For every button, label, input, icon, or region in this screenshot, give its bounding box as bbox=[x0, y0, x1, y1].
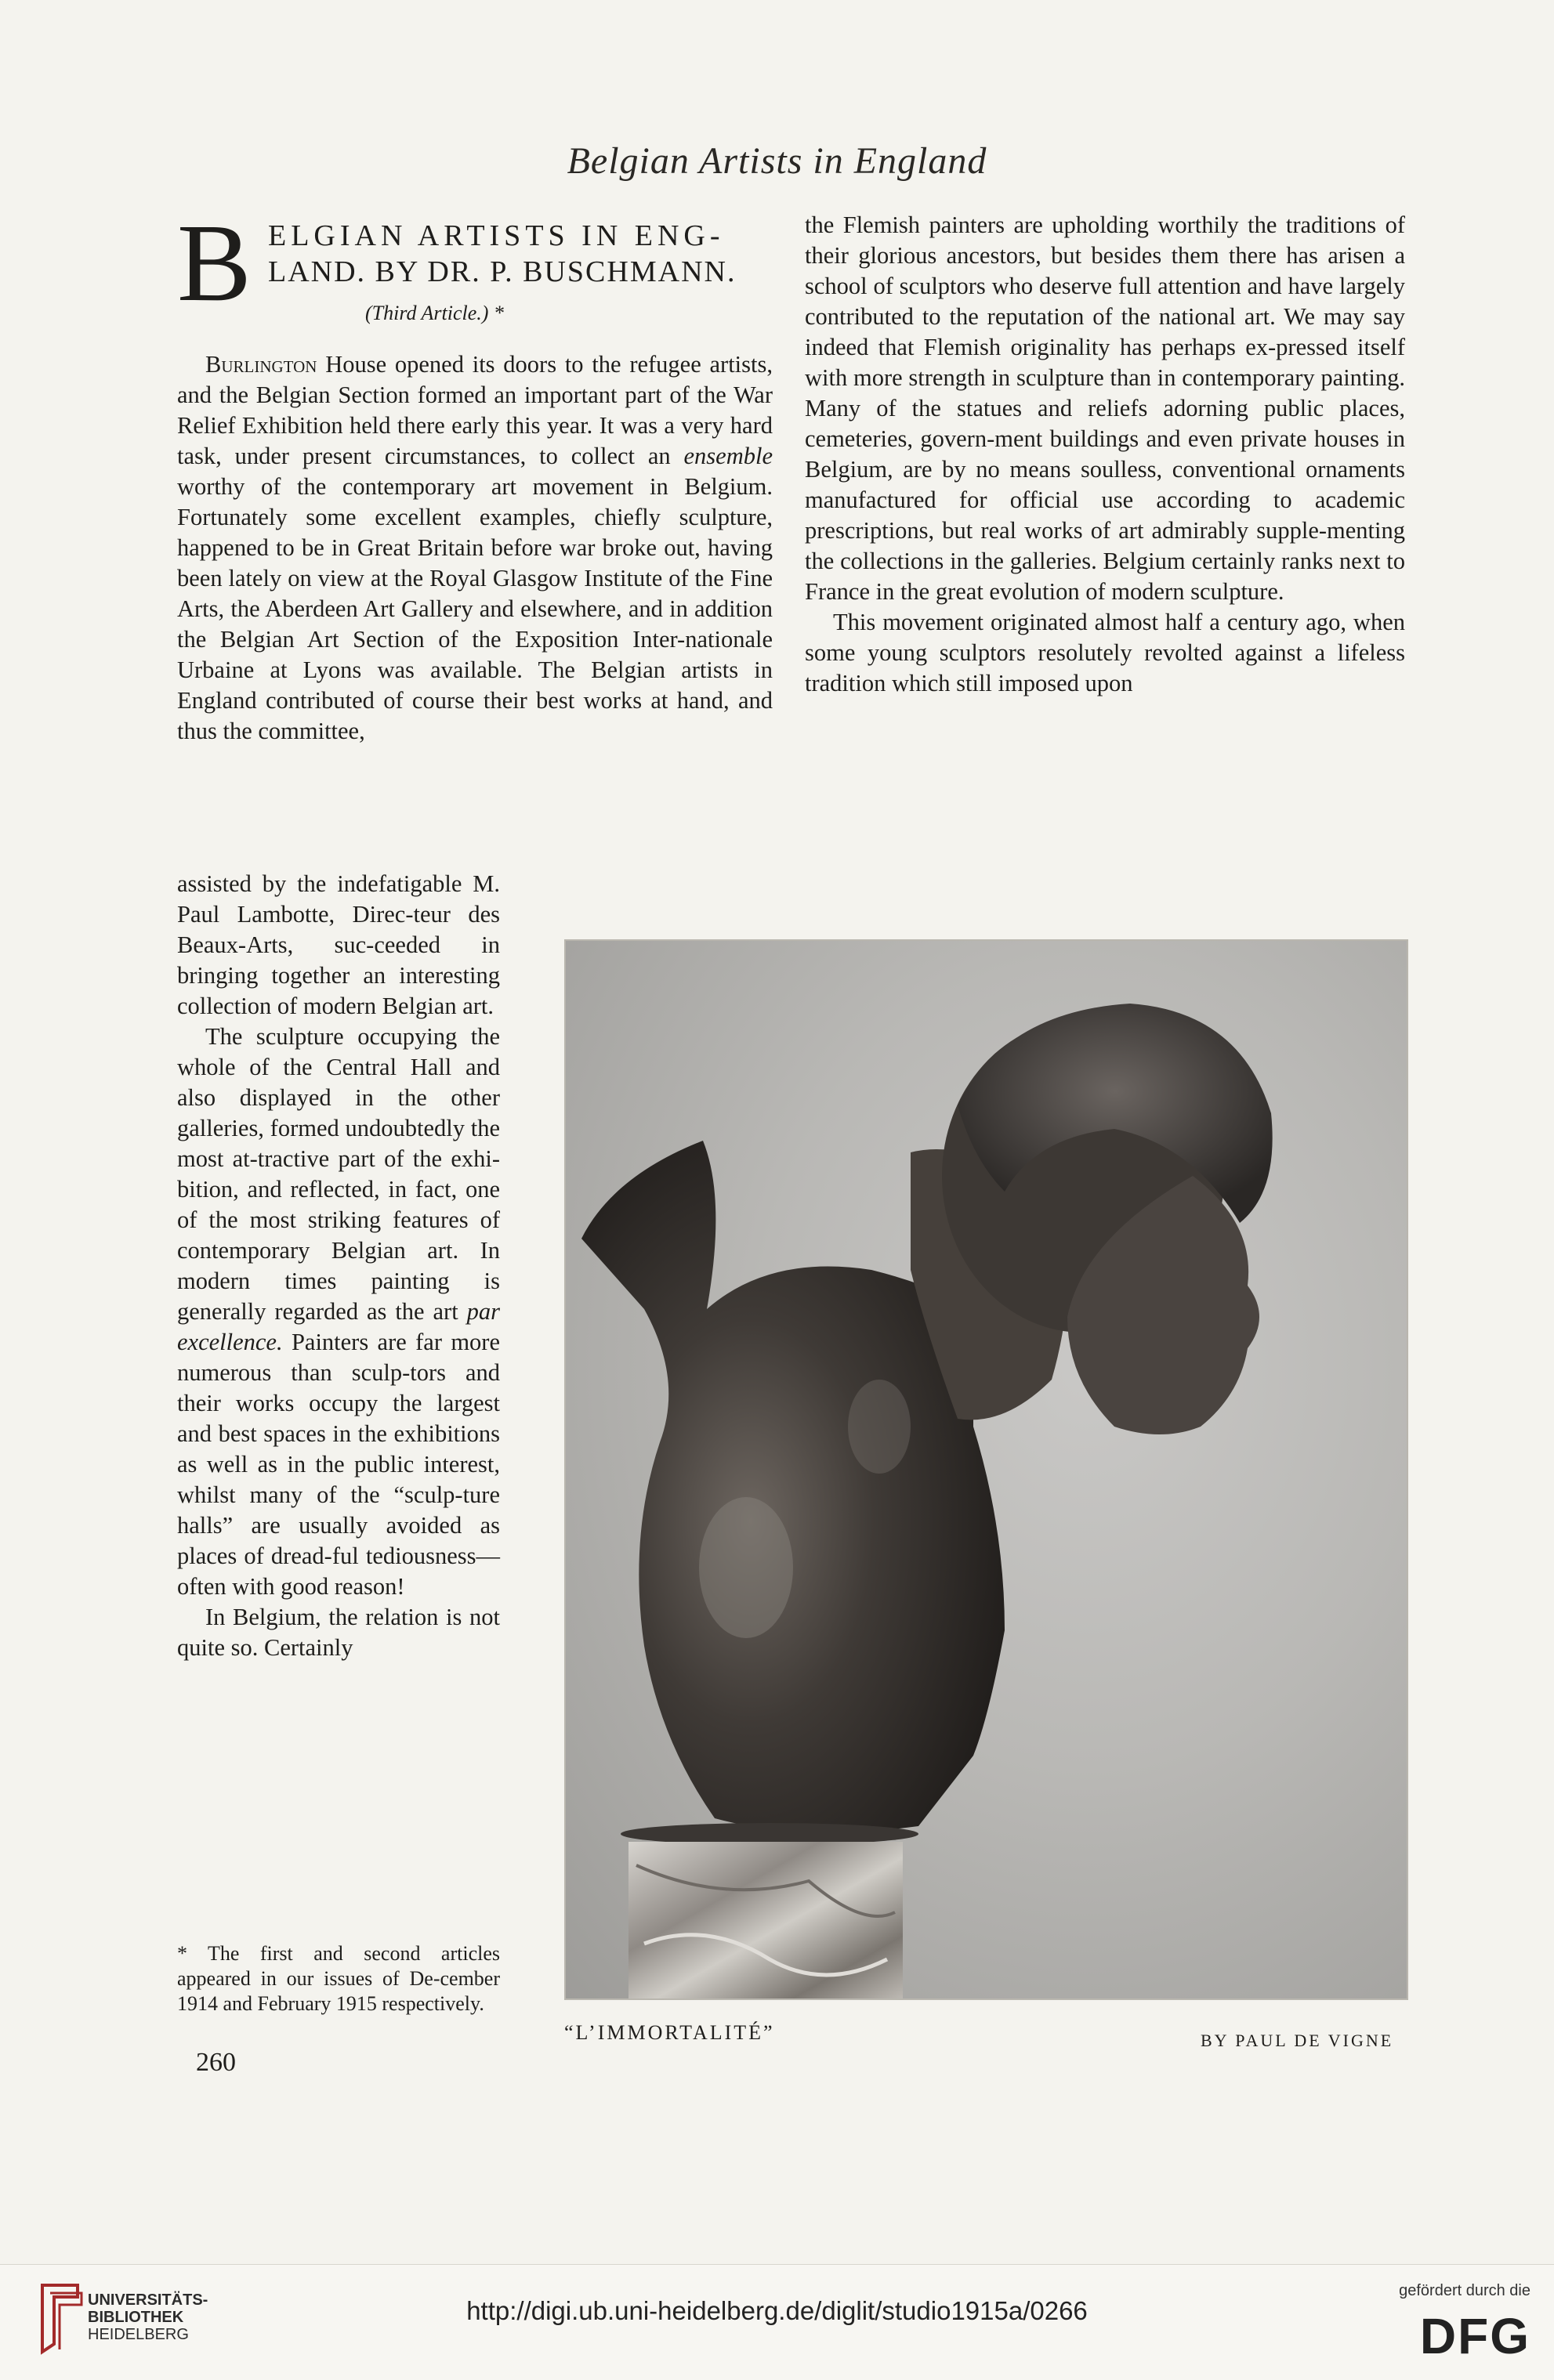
sculpture-photograph bbox=[564, 939, 1408, 2000]
paragraph-movement: This movement originated almost half a century ago, when some young sculptors resolutely revolted against a lifeless tradition which still imposed upon bbox=[805, 609, 1405, 696]
paragraph-text: The sculpture occupying the whole of the Central Hall and also displayed in the other galleries, formed undoubtedly the most at-tractive part of the exhi-bition, and reflected, in fact, one of the most striking features of contemporary Belgian art. In modern times painting is generally regarded as the art bbox=[177, 1023, 500, 1325]
article-right-column bbox=[805, 210, 1405, 699]
paragraph-text: House opened its doors to the refugee artists, and the Belgian Section formed an important part of the War Relief Exhibition held there early this year. It was a very hard task, under present circumstances, to collect an bbox=[177, 351, 773, 469]
figure-caption-artist: BY PAUL DE VIGNE bbox=[1201, 2031, 1394, 2050]
paragraph-lead-word: Burlington bbox=[205, 351, 317, 378]
drop-cap: B bbox=[177, 201, 252, 324]
library-line-2: BIBLIOTHEK bbox=[88, 2309, 184, 2326]
paragraph-text: worthy of the contemporary art movement in Belgium. Fortunately some excellent examples, chiefly sculpture, happened to be in Great Britain before war broke out, having been lately on view at the Royal Glasgow Institute of the Fine Arts, the Aberdeen Art Gallery and elsewhere, and in addition the Belgian Art Section of the Exposition Inter-nationale Urbaine at Lyons was available. The Belgian artists in England contributed of course their best works at hand, and thus the committee, bbox=[177, 473, 773, 744]
library-line-1: UNIVERSITÄTS- bbox=[88, 2291, 208, 2309]
dfg-logo: DFG bbox=[1419, 2308, 1530, 2364]
italic-term: par excellence. bbox=[177, 1298, 500, 1355]
running-head: Belgian Artists in England bbox=[567, 140, 987, 182]
digitization-footer bbox=[0, 2264, 1554, 2380]
italic-term: ensemble bbox=[683, 443, 773, 469]
article-left-column bbox=[177, 201, 773, 747]
paragraph-continued: assisted by the indefatigable M. Paul Lambotte, Direc-teur des Beaux-Arts, suc-ceeded in bringing together an interesting collection of modern Belgian art. bbox=[177, 870, 500, 1019]
paragraph-sculpture bbox=[177, 1022, 500, 1602]
library-line-3: HEIDELBERG bbox=[88, 2326, 189, 2343]
article-narrow-column bbox=[177, 869, 500, 1663]
footnote: * The first and second articles appeared in our issues of De-cember 1914 and February 1915 respectively. bbox=[177, 1942, 500, 2015]
bust-illustration bbox=[566, 941, 1407, 1998]
paragraph-burlington bbox=[177, 349, 773, 747]
figure-caption-title: “L’IMMORTALITÉ” bbox=[564, 2021, 775, 2044]
article-title-line-1: ELGIAN ARTISTS IN ENG- bbox=[268, 219, 725, 252]
paragraph-text: Painters are far more numerous than sculp-tors and their works occupy the largest and best spaces in the exhibitions as well as in the public interest, whilst many of the “sculp-ture halls” are usually avoided as places of dread-ful tediousness—often with good reason! bbox=[177, 1329, 500, 1600]
article-title-block bbox=[177, 201, 773, 349]
paragraph-flemish: the Flemish painters are upholding worthily the traditions of their glorious ancestors, but besides them there has arisen a school of sculptors who deserve full attention and have largely contributed to the reputation of the national art. We may say indeed that Flemish originality has perhaps ex-pressed itself with more strength in sculpture than in contemporary painting. Many of the statues and reliefs adorning public places, cemeteries, govern-ment buildings and even private houses in Belgium, are by no means soulless, conventional ornaments manufactured for official use according to academic prescriptions, but real works of art admirably supple-menting the collections in the galleries. Belgium certainly ranks next to France in the great evolution of modern sculpture. bbox=[805, 212, 1405, 605]
funded-by-label: gefördert durch die bbox=[1399, 2282, 1530, 2299]
paragraph-relation: In Belgium, the relation is not quite so. Certainly bbox=[177, 1604, 500, 1661]
permalink-url[interactable]: http://digi.ub.uni-heidelberg.de/diglit/studio1915a/0266 bbox=[466, 2296, 1088, 2325]
article-subtitle: (Third Article.) * bbox=[365, 302, 504, 324]
page-number: 260 bbox=[196, 2048, 236, 2077]
article-title-line-2: LAND. BY DR. P. BUSCHMANN. bbox=[268, 255, 737, 288]
